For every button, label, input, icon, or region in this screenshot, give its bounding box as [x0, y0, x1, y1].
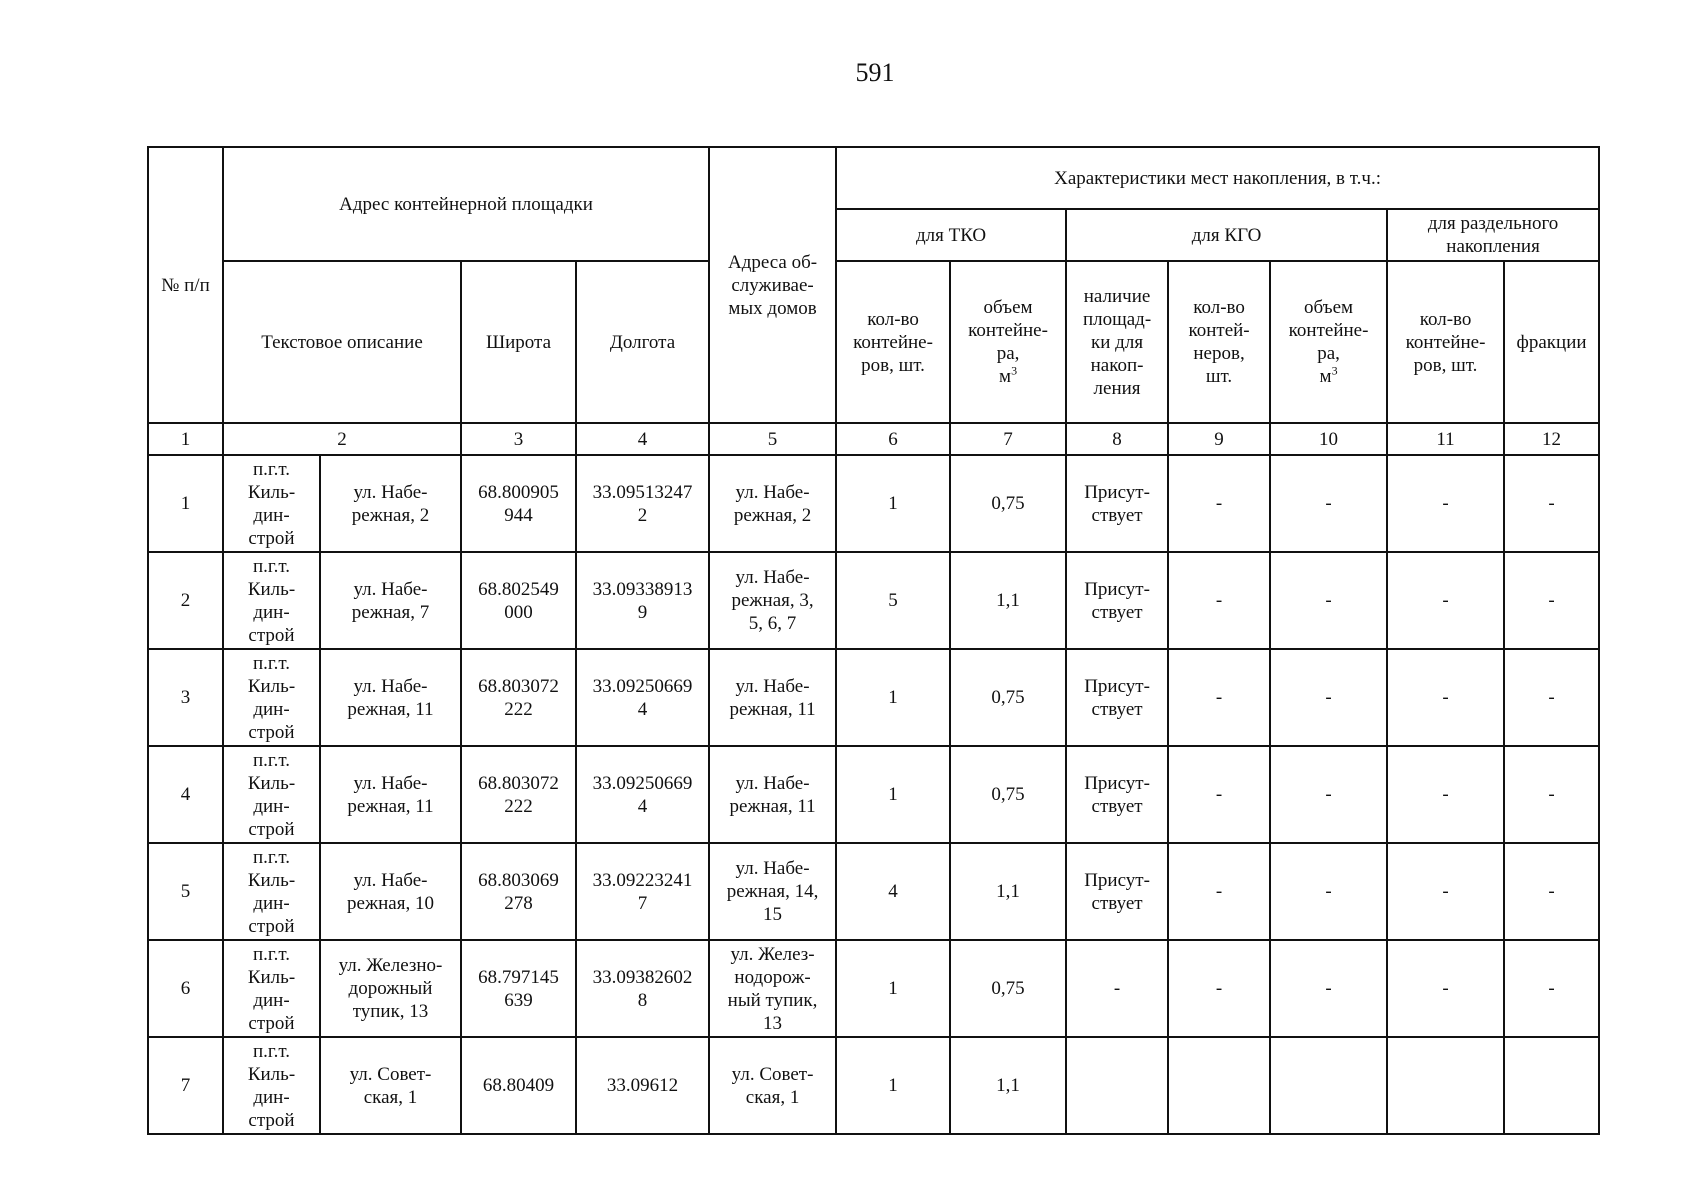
cell-sep-count: -	[1387, 649, 1504, 746]
cell-kgo-volume: -	[1270, 746, 1387, 843]
cell-longitude: 33.09612	[576, 1037, 709, 1134]
header-longitude: Долгота	[576, 261, 709, 423]
cell-kgo-count: -	[1168, 552, 1270, 649]
cell-latitude: 68.802549 000	[461, 552, 576, 649]
table-row	[148, 1037, 1599, 1134]
cell-tko-volume: 0,75	[950, 455, 1066, 552]
cell-longitude: 33.09223241 7	[576, 843, 709, 940]
cell-latitude: 68.80409	[461, 1037, 576, 1134]
cell-street: ул. Набе- режная, 11	[320, 649, 461, 746]
cell-longitude: 33.09250669 4	[576, 746, 709, 843]
data-rows	[148, 455, 1599, 1134]
header-sep-count: кол-во контейне- ров, шт.	[1387, 261, 1504, 423]
cell-no: 7	[148, 1037, 223, 1134]
cell-locality: п.г.т. Киль- дин- строй	[223, 746, 320, 843]
cell-longitude: 33.09250669 4	[576, 649, 709, 746]
cell-street: ул. Набе- режная, 7	[320, 552, 461, 649]
cell-locality: п.г.т. Киль- дин- строй	[223, 1037, 320, 1134]
cell-served-houses: ул. Набе- режная, 2	[709, 455, 836, 552]
cell-street: ул. Железно- дорожный тупик, 13	[320, 940, 461, 1037]
cell-tko-volume: 0,75	[950, 746, 1066, 843]
column-number: 6	[836, 423, 950, 455]
cell-sep-fractions: -	[1504, 649, 1599, 746]
header-kgo-presence: наличие площад- ки для накоп- ления	[1066, 261, 1168, 423]
header-tko: для ТКО	[836, 209, 1066, 261]
table-row	[148, 843, 1599, 940]
column-number: 4	[576, 423, 709, 455]
cell-served-houses: ул. Набе- режная, 14, 15	[709, 843, 836, 940]
table-row	[148, 746, 1599, 843]
column-number: 11	[1387, 423, 1504, 455]
cell-sep-count	[1387, 1037, 1504, 1134]
cell-tko-volume: 1,1	[950, 552, 1066, 649]
header-address: Адрес контейнерной площадки	[223, 147, 709, 261]
cell-longitude: 33.09382602 8	[576, 940, 709, 1037]
header-served-houses: Адреса об- служивае- мых домов	[709, 147, 836, 423]
cell-kgo-count: -	[1168, 455, 1270, 552]
cell-kgo-count: -	[1168, 843, 1270, 940]
cell-kgo-presence: Присут- ствует	[1066, 552, 1168, 649]
cell-kgo-count: -	[1168, 746, 1270, 843]
cell-latitude: 68.800905 944	[461, 455, 576, 552]
cell-kgo-volume: -	[1270, 552, 1387, 649]
column-number: 1	[148, 423, 223, 455]
column-number: 7	[950, 423, 1066, 455]
cell-no: 6	[148, 940, 223, 1037]
column-number: 8	[1066, 423, 1168, 455]
cell-sep-count: -	[1387, 552, 1504, 649]
column-numbers-row	[148, 423, 1599, 455]
cell-tko-volume: 0,75	[950, 940, 1066, 1037]
table-row	[148, 649, 1599, 746]
header-sep-fractions: фракции	[1504, 261, 1599, 423]
cell-locality: п.г.т. Киль- дин- строй	[223, 843, 320, 940]
cell-sep-fractions: -	[1504, 746, 1599, 843]
cell-tko-count: 1	[836, 940, 950, 1037]
header-characteristics: Характеристики мест накопления, в т.ч.:	[836, 147, 1599, 209]
cell-street: ул. Набе- режная, 2	[320, 455, 461, 552]
cell-locality: п.г.т. Киль- дин- строй	[223, 649, 320, 746]
cell-locality: п.г.т. Киль- дин- строй	[223, 552, 320, 649]
cell-no: 3	[148, 649, 223, 746]
cell-tko-count: 1	[836, 649, 950, 746]
header-tko-count: кол-во контейне- ров, шт.	[836, 261, 950, 423]
cell-no: 4	[148, 746, 223, 843]
cell-kgo-presence: Присут- ствует	[1066, 746, 1168, 843]
cell-served-houses: ул. Набе- режная, 11	[709, 746, 836, 843]
cell-kgo-volume: -	[1270, 455, 1387, 552]
column-number: 9	[1168, 423, 1270, 455]
cell-latitude: 68.803072 222	[461, 746, 576, 843]
cell-served-houses: ул. Набе- режная, 3, 5, 6, 7	[709, 552, 836, 649]
cell-tko-volume: 1,1	[950, 843, 1066, 940]
cell-sep-fractions: -	[1504, 843, 1599, 940]
cell-sep-count: -	[1387, 746, 1504, 843]
cell-latitude: 68.797145 639	[461, 940, 576, 1037]
column-number: 2	[223, 423, 461, 455]
cell-kgo-count: -	[1168, 940, 1270, 1037]
container-sites-table	[147, 146, 1600, 1135]
cell-street: ул. Набе- режная, 11	[320, 746, 461, 843]
cell-sep-count: -	[1387, 843, 1504, 940]
cell-served-houses: ул. Совет- ская, 1	[709, 1037, 836, 1134]
cell-kgo-presence: Присут- ствует	[1066, 455, 1168, 552]
header-kgo-count: кол-во контей- неров, шт.	[1168, 261, 1270, 423]
cell-kgo-count: -	[1168, 649, 1270, 746]
cell-latitude: 68.803072 222	[461, 649, 576, 746]
cell-served-houses: ул. Желез- нодорож- ный тупик, 13	[709, 940, 836, 1037]
cell-kgo-presence: -	[1066, 940, 1168, 1037]
cell-no: 1	[148, 455, 223, 552]
cell-sep-fractions: -	[1504, 552, 1599, 649]
header-row-3	[148, 261, 1599, 423]
cell-tko-volume: 0,75	[950, 649, 1066, 746]
cell-tko-count: 1	[836, 455, 950, 552]
cell-tko-count: 1	[836, 1037, 950, 1134]
cell-served-houses: ул. Набе- режная, 11	[709, 649, 836, 746]
cell-tko-count: 5	[836, 552, 950, 649]
page-number: 591	[855, 58, 895, 87]
cell-street: ул. Совет- ская, 1	[320, 1037, 461, 1134]
header-no: № п/п	[148, 147, 223, 423]
header-separate: для раздельного накопления	[1387, 209, 1599, 261]
header-text-description: Текстовое описание	[223, 261, 461, 423]
cell-sep-fractions	[1504, 1037, 1599, 1134]
table-row	[148, 455, 1599, 552]
cell-sep-fractions: -	[1504, 455, 1599, 552]
header-latitude: Широта	[461, 261, 576, 423]
column-number: 3	[461, 423, 576, 455]
column-number: 5	[709, 423, 836, 455]
cell-kgo-count	[1168, 1037, 1270, 1134]
table-row	[148, 940, 1599, 1037]
cell-tko-count: 1	[836, 746, 950, 843]
cell-no: 5	[148, 843, 223, 940]
cell-locality: п.г.т. Киль- дин- строй	[223, 940, 320, 1037]
header-row-1	[148, 147, 1599, 209]
table-row	[148, 552, 1599, 649]
cell-longitude: 33.09513247 2	[576, 455, 709, 552]
cell-kgo-volume: -	[1270, 843, 1387, 940]
cell-locality: п.г.т. Киль- дин- строй	[223, 455, 320, 552]
column-number: 12	[1504, 423, 1599, 455]
cell-kgo-presence: Присут- ствует	[1066, 843, 1168, 940]
cell-kgo-volume: -	[1270, 940, 1387, 1037]
cell-sep-fractions: -	[1504, 940, 1599, 1037]
cell-longitude: 33.09338913 9	[576, 552, 709, 649]
column-number: 10	[1270, 423, 1387, 455]
cell-sep-count: -	[1387, 455, 1504, 552]
cell-street: ул. Набе- режная, 10	[320, 843, 461, 940]
cell-latitude: 68.803069 278	[461, 843, 576, 940]
cell-kgo-volume	[1270, 1037, 1387, 1134]
header-tko-volume: объем контейне- ра, $м^3$	[950, 261, 1066, 423]
cell-kgo-presence	[1066, 1037, 1168, 1134]
cell-tko-volume: 1,1	[950, 1037, 1066, 1134]
cell-tko-count: 4	[836, 843, 950, 940]
cell-no: 2	[148, 552, 223, 649]
cell-kgo-volume: -	[1270, 649, 1387, 746]
cell-kgo-presence: Присут- ствует	[1066, 649, 1168, 746]
cell-sep-count: -	[1387, 940, 1504, 1037]
header-kgo-volume: объем контейне- ра, $м^3$	[1270, 261, 1387, 423]
header-kgo: для КГО	[1066, 209, 1387, 261]
